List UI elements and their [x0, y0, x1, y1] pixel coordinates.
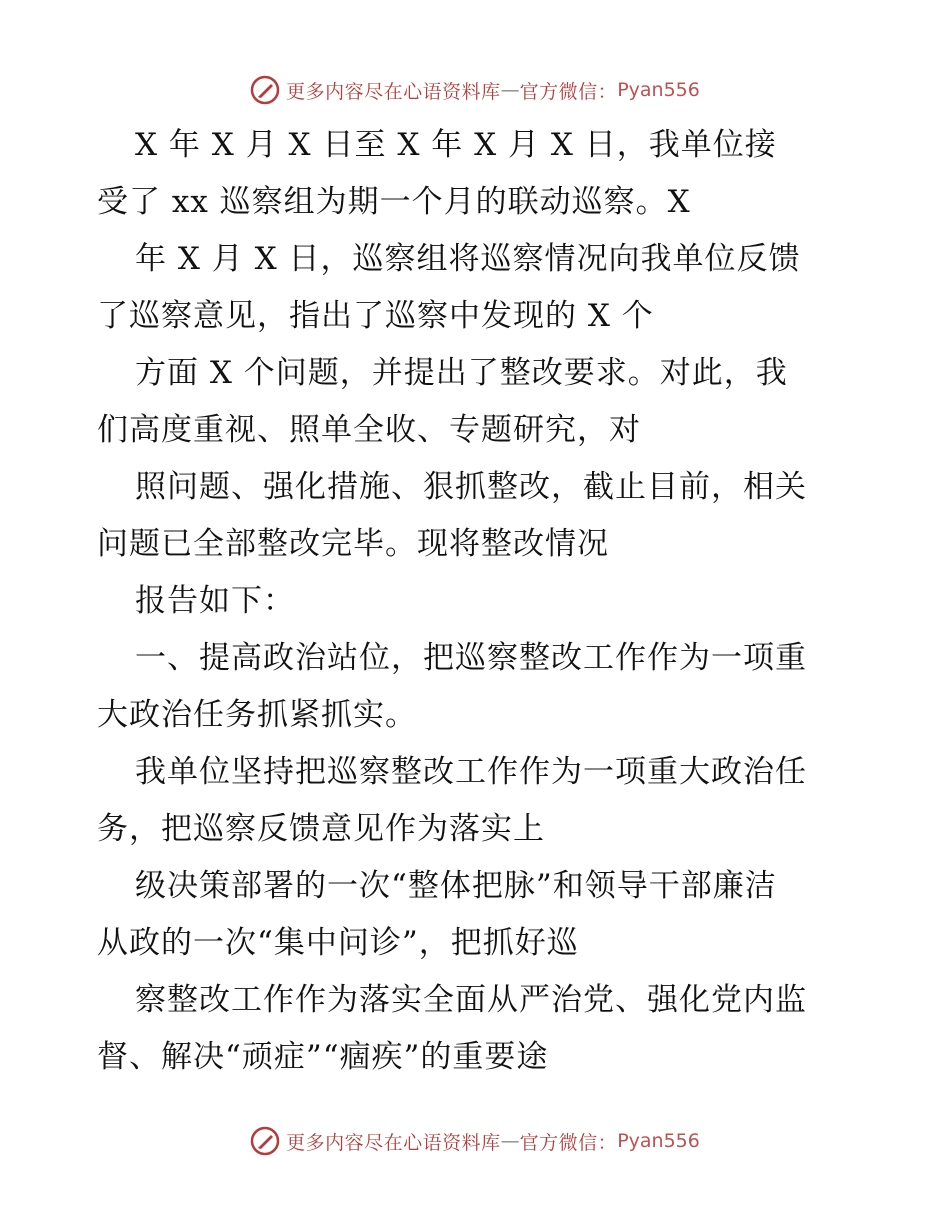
paragraph-second-line: 督、解决“顽症”“痼疾”的重要途	[97, 1039, 549, 1075]
paragraph-second-line: 了巡察意见，指出了巡察中发现的 X 个	[97, 298, 654, 334]
paragraph	[97, 583, 857, 619]
paragraph	[97, 469, 857, 562]
banner-official-text: 官方微信：	[519, 1131, 618, 1154]
paragraph-first-line: 我单位坚持把巡察整改工作作为一项重大政治任	[135, 754, 807, 790]
banner-dash: —	[500, 1130, 520, 1152]
banner-handle: Pyan556	[617, 79, 700, 101]
paragraph-second-line: 务，把巡察反馈意见作为落实上	[97, 811, 545, 847]
paragraph-first-line: 察整改工作作为落实全面从严治党、强化党内监	[135, 982, 807, 1018]
banner-dash: —	[500, 79, 520, 101]
paragraph-second-line: 受了 xx 巡察组为期一个月的联动巡察。X	[97, 184, 691, 220]
section-heading	[97, 640, 857, 733]
banner-main-text: 更多内容尽在心语资料库	[286, 1131, 501, 1154]
banner-official-text: 官方微信：	[519, 80, 618, 103]
paragraph	[97, 241, 857, 334]
paragraph-first-line: X 年 X 月 X 日至 X 年 X 月 X 日，我单位接	[135, 127, 777, 163]
quill-pen-logo-icon	[250, 75, 280, 105]
banner-main-text: 更多内容尽在心语资料库	[286, 80, 501, 103]
paragraph-first-line: 方面 X 个问题，并提出了整改要求。对此，我	[135, 355, 788, 391]
paragraph	[97, 127, 857, 220]
header-banner	[0, 73, 950, 107]
paragraph-first-line: 照问题、强化措施、狠抓整改，截止目前，相关	[135, 469, 807, 505]
paragraph	[97, 355, 857, 448]
paragraph-second-line: 从政的一次“集中问诊”，把抓好巡	[97, 925, 579, 961]
paragraph-second-line: 问题已全部整改完毕。现将整改情况	[97, 526, 609, 562]
footer-banner	[0, 1124, 950, 1158]
paragraph-first-line: 报告如下：	[135, 583, 295, 619]
paragraph	[97, 982, 857, 1075]
paragraph-second-line: 们高度重视、照单全收、专题研究，对	[97, 412, 641, 448]
paragraph-first-line: 级决策部署的一次“整体把脉”和领导干部廉洁	[135, 868, 777, 904]
paragraph-first-line: 年 X 月 X 日，巡察组将巡察情况向我单位反馈	[135, 241, 801, 277]
document-body	[97, 120, 857, 1073]
quill-pen-logo-icon	[250, 1126, 280, 1156]
paragraph-first-line: 一、提高政治站位，把巡察整改工作作为一项重	[135, 640, 807, 676]
paragraph-second-line: 大政治任务抓紧抓实。	[97, 697, 417, 733]
banner-handle: Pyan556	[617, 1130, 700, 1152]
paragraph	[97, 754, 857, 847]
paragraph	[97, 868, 857, 961]
